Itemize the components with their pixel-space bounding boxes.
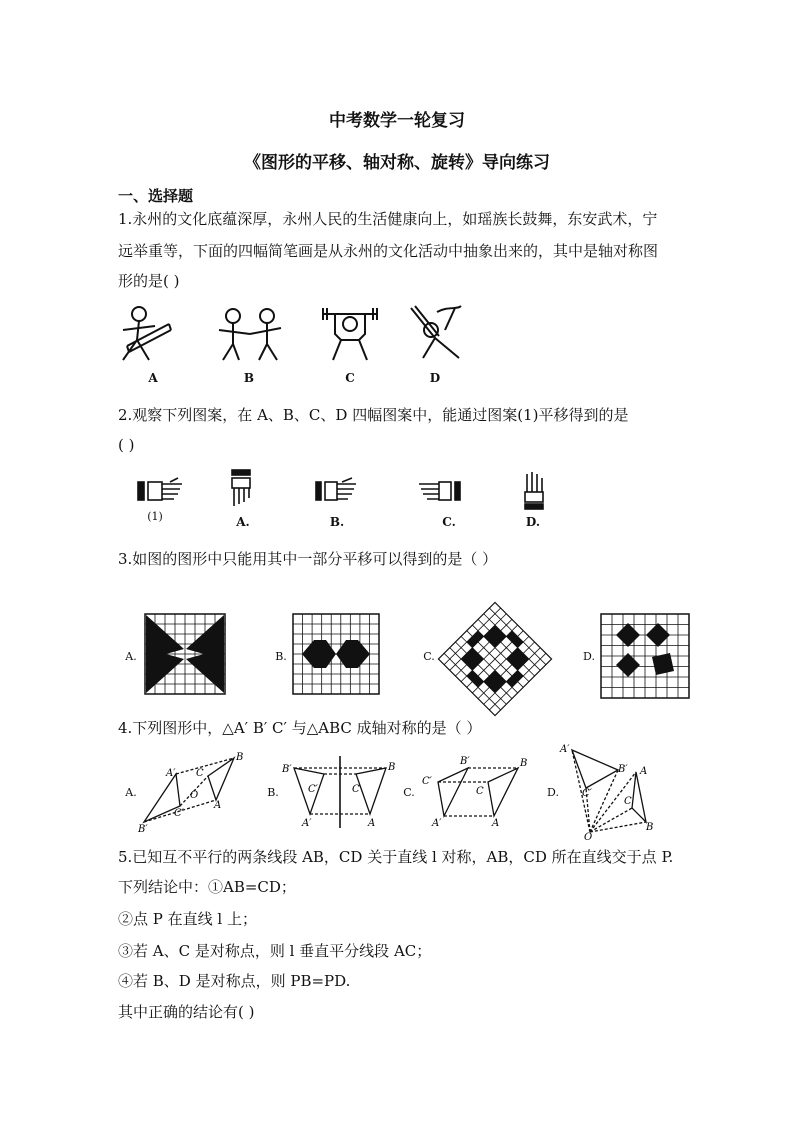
q4-label-d: D. [547,786,559,799]
q4a-label-b-prime: B′ [138,824,148,835]
q5-line5: ④若 B、D 是对称点，则 PB=PD. [118,972,351,990]
q4c-label-a: A [492,818,500,829]
q5-line3: ②点 P 在直线 l 上； [118,910,257,928]
q4-figure-d [556,742,676,842]
q4b-label-b: B [388,762,396,773]
q3-label-a: A. [125,650,137,663]
page-subtitle: 《图形的平移、轴对称、旋转》导向练习 [244,153,550,173]
q1-figure-b [219,309,281,360]
q3-label-c: C. [423,650,435,663]
q4c-label-c: C [476,786,484,797]
q4a-label-o: O [190,790,199,801]
q4a-label-a-prime: A′ [166,768,176,779]
q1-label-c: C [345,371,355,385]
q4c-label-b: B [520,758,528,769]
q1-figure-c [323,308,377,360]
q4b-label-a: A [368,818,376,829]
q1-line1: 1.永州的文化底蕴深厚，永州人民的生活健康向上，如瑶族长鼓舞，东安武术，宁 [118,210,658,228]
q2-line2: ( ) [118,436,135,454]
q1-line3: 形的是( ) [118,272,180,290]
q3-figure-c [440,604,550,714]
q1-figures [115,300,475,370]
q2-figure-b [316,478,356,500]
q4-label-a: A. [125,786,137,799]
q2-label-c: C. [442,515,456,529]
q2-line1: 2.观察下列图案，在 A、B、C、D 四幅图案中，能通过图案(1)平移得到的是 [118,406,629,424]
q4a-label-c-prime: C′ [174,808,184,819]
q4d-label-a-prime: A′ [560,744,570,755]
q4a-label-c: C [196,768,204,779]
q4-figure-a [138,750,258,836]
q4b-label-a-prime: A′ [302,818,312,829]
q4d-label-a: A [640,766,648,777]
q2-label-a: A. [236,515,250,529]
page-title: 中考数学一轮复习 [329,111,465,131]
q2-label-d: D. [525,515,541,529]
q5-line4: ③若 A、C 是对称点，则 l 垂直平分线段 AC； [118,942,432,960]
q4d-label-b: B [646,822,654,833]
q1-label-b: B [243,371,255,385]
q4d-label-o: O [584,832,593,843]
q3-figure-d [600,613,690,699]
q4d-label-c-prime: C′ [582,788,592,799]
q3-figure-b [292,613,380,695]
q1-label-d: D [429,371,441,385]
q5-line6: 其中正确的结论有( ) [118,1003,255,1021]
q4a-label-a: A [214,800,222,811]
q2-figure-a [232,470,250,506]
q4-figure-b [280,752,400,832]
q2-figure-c [419,482,460,500]
q4c-label-b-prime: B′ [460,756,470,767]
q2-figure-d [525,472,543,509]
q3-label-d: D. [583,650,595,663]
q4-figure-c [418,752,538,832]
q2-label-1: (1) [147,510,163,523]
q1-line2: 远举重等，下面的四幅简笔画是从永州的文化活动中抽象出来的，其中是轴对称图 [118,242,659,260]
q4-line1: 4.下列图形中，△A′ B′ C′ 与△ABC 成轴对称的是（ ） [118,719,482,737]
q4d-label-c: C [624,796,632,807]
q4b-label-b-prime: B′ [282,764,292,775]
q4c-label-a-prime: A′ [432,818,442,829]
q5-line1: 5.已知互不平行的两条线段 AB，CD 关于直线 l 对称，AB，CD 所在直线交于点 P. [118,848,674,866]
q2-label-b: B. [329,515,345,529]
q1-label-a: A [148,371,158,385]
q4a-label-b: B [236,752,244,763]
q5-line2: 下列结论中：①AB=CD； [118,878,296,896]
q2-figures [130,468,560,516]
q4b-label-c-prime: C′ [308,784,318,795]
q4b-label-c: C [352,784,360,795]
q4d-label-b-prime: B′ [618,764,628,775]
q4-label-c: C. [403,786,415,799]
q3-figure-a [144,613,226,695]
q2-figure-1 [138,478,182,500]
q3-label-b: B. [275,650,287,663]
section-heading: 一、选择题 [118,187,194,205]
q1-figure-d [411,306,461,358]
q4c-label-c-prime: C′ [422,776,432,787]
q4-label-b: B. [267,786,279,799]
q1-figure-a [123,307,171,360]
q3-line1: 3.如图的图形中只能用其中一部分平移可以得到的是（ ） [118,550,498,568]
